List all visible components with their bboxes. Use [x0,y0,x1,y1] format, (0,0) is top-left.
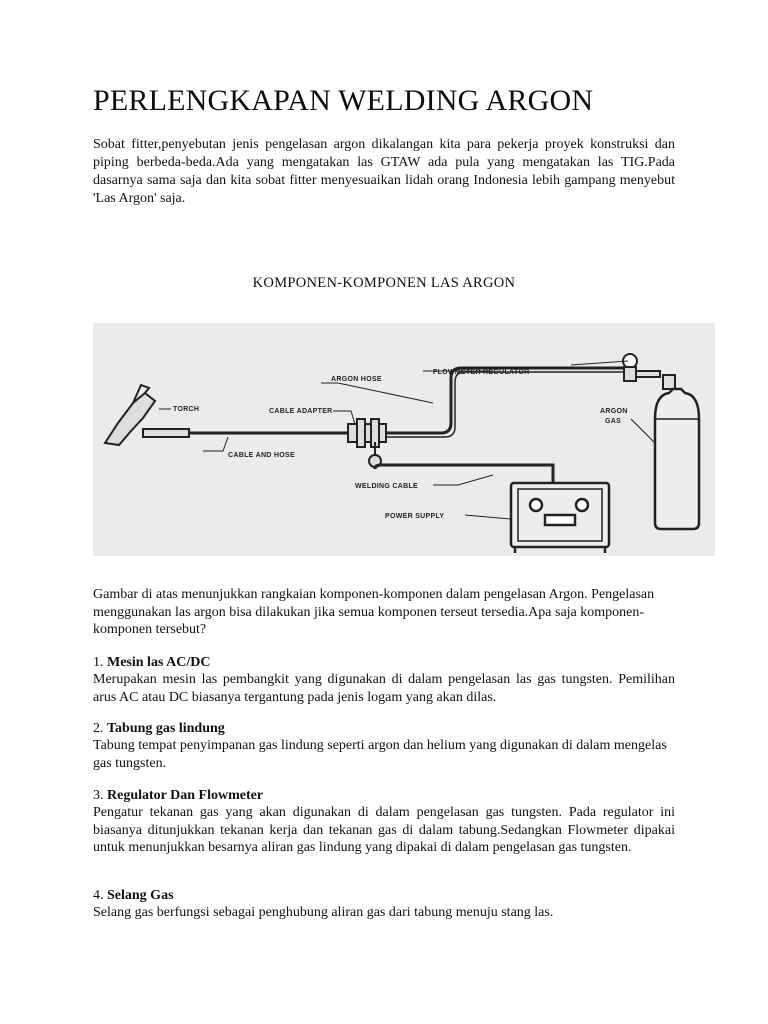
item-1-title [93,654,675,672]
intro-paragraph: Sobat fitter,penyebutan jenis pengelasan argon dikalangan kita para pekerja proyek konstruksi dan piping berbeda-beda.Ada yang mengatakan las GTAW ada pula yang mengatakan las TIG.Pada dasarnya sama saja dan kita sobat fitter menyesuaikan lidah orang Indonesia lebih gampang menyebut 'Las Argon' saja. [93,137,675,206]
item-2-body: Tabung tempat penyimpanan gas lindung seperti argon dan helium yang digunakan di dalam mengelas gas tungsten. [93,738,667,771]
welding-cable-line [375,465,553,483]
power-supply-icon [511,483,609,553]
label-power-supply: POWER SUPPLY [385,513,445,520]
section-heading: KOMPONEN-KOMPONEN LAS ARGON [252,275,516,291]
item-1-number: 1. [93,655,104,670]
item-1-heading: Mesin las AC/DC [107,655,211,670]
label-cable-adapter: CABLE ADAPTER [269,408,333,415]
cable-adapter-icon [348,419,386,467]
label-flowmeter-regulator: FLOWMETER REGULATOR [433,369,530,376]
item-3-body: Pengatur tekanan gas yang akan digunakan di dalam pengelasan gas tungsten. Pada regulator ini biasanya ditunjukkan tekanan kerja dan tekanan gas di dalam tabung.Sedangkan Flowmeter dipakai untuk menunjukkan besarnya aliran gas lindung yang dipakai di dalam pengelasan gas tungsten. [93,805,675,855]
item-2-number: 2. [93,721,104,736]
item-3-title [93,787,675,805]
item-4-body: Selang gas berfungsi sebagai penghubung aliran gas dari tabung menuju stang las. [93,905,554,920]
torch-icon [105,385,189,445]
item-4-heading: Selang Gas [107,888,174,903]
item-2-title [93,720,675,738]
flowmeter-regulator-icon [623,354,675,389]
argon-welding-diagram [93,323,715,556]
label-argon-hose: ARGON HOSE [331,376,382,383]
argon-gas-cylinder-icon [655,389,699,529]
caption-paragraph: Gambar di atas menunjukkan rangkaian komponen-komponen dalam pengelasan Argon. Pengelasan menggunakan las argon bisa dilakukan jika semua komponen terseut tersedia.Apa saja komponen-komponen tersebut? [93,587,655,637]
label-cable-and-hose: CABLE AND HOSE [228,452,295,459]
label-argon: ARGON [600,408,628,415]
item-4-title [93,887,675,905]
item-4-number: 4. [93,888,104,903]
page-title: PERLENGKAPAN WELDING ARGON [93,84,594,117]
item-2-heading: Tabung gas lindung [107,721,225,736]
label-gas: GAS [605,418,622,425]
item-1-body: Merupakan mesin las pembangkit yang digunakan di dalam pengelasan las gas tungsten. Pemilihan arus AC atau DC biasanya tergantung pada jenis logam yang akan dilas. [93,672,675,705]
label-torch: TORCH [173,406,200,413]
item-3-heading: Regulator Dan Flowmeter [107,788,264,803]
label-welding-cable: WELDING CABLE [355,483,419,490]
item-3-number: 3. [93,788,104,803]
diagram-svg [93,323,715,556]
